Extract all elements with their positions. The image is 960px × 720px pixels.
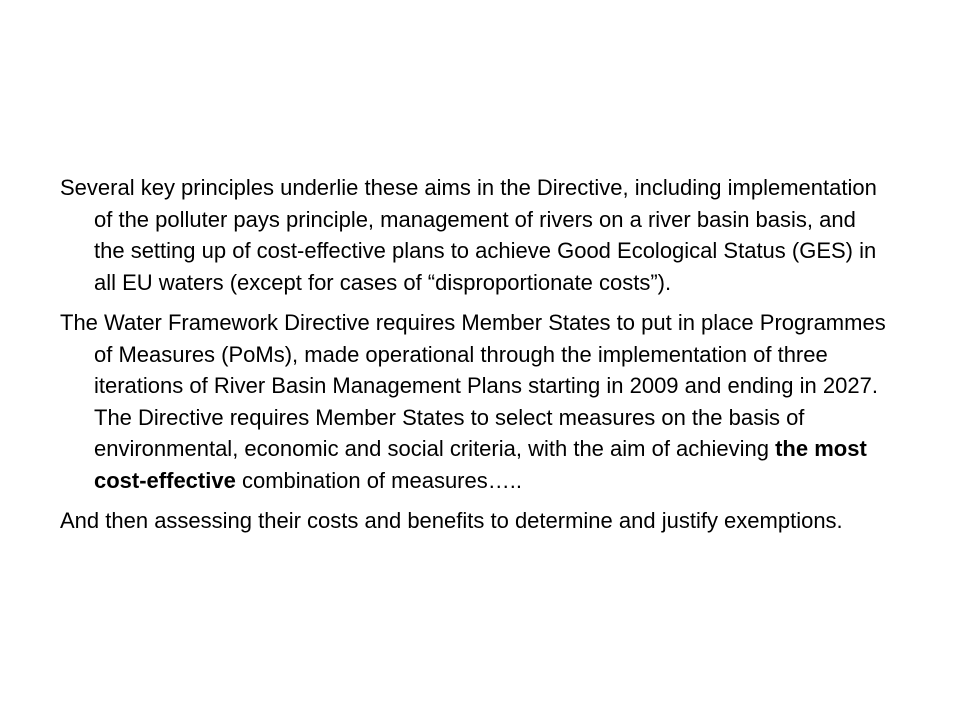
- paragraph-wfd-text-end: combination of measures…..: [235, 467, 522, 493]
- paragraph-wfd-text-start: The Water Framework Directive requires Member States to put in place Programmes of Measures (PoMs), made operational through the implementation of three iterations of River Basin Management Plans starting in 2009 and ending in 2027. The Directive requires Member States to select measures on the basis of environmental, economic and social criteria, with the aim of achieving: [60, 310, 886, 461]
- slide-body: [60, 172, 890, 537]
- paragraph-key-principles: Several key principles underlie these aims in the Directive, including implementation of the polluter pays principle, management of rivers on a river basin basis, and the setting up of cost-effective plans to achieve Good Ecological Status (GES) in all EU waters (except for cases of “disproportionate costs”).: [60, 175, 877, 295]
- paragraph-wfd-requirements: [60, 307, 890, 496]
- emphasis-most-cost-effective: the most cost-effective: [94, 436, 867, 493]
- paragraph-assessing-costs: And then assessing their costs and benefits to determine and justify exemptions.: [60, 508, 843, 533]
